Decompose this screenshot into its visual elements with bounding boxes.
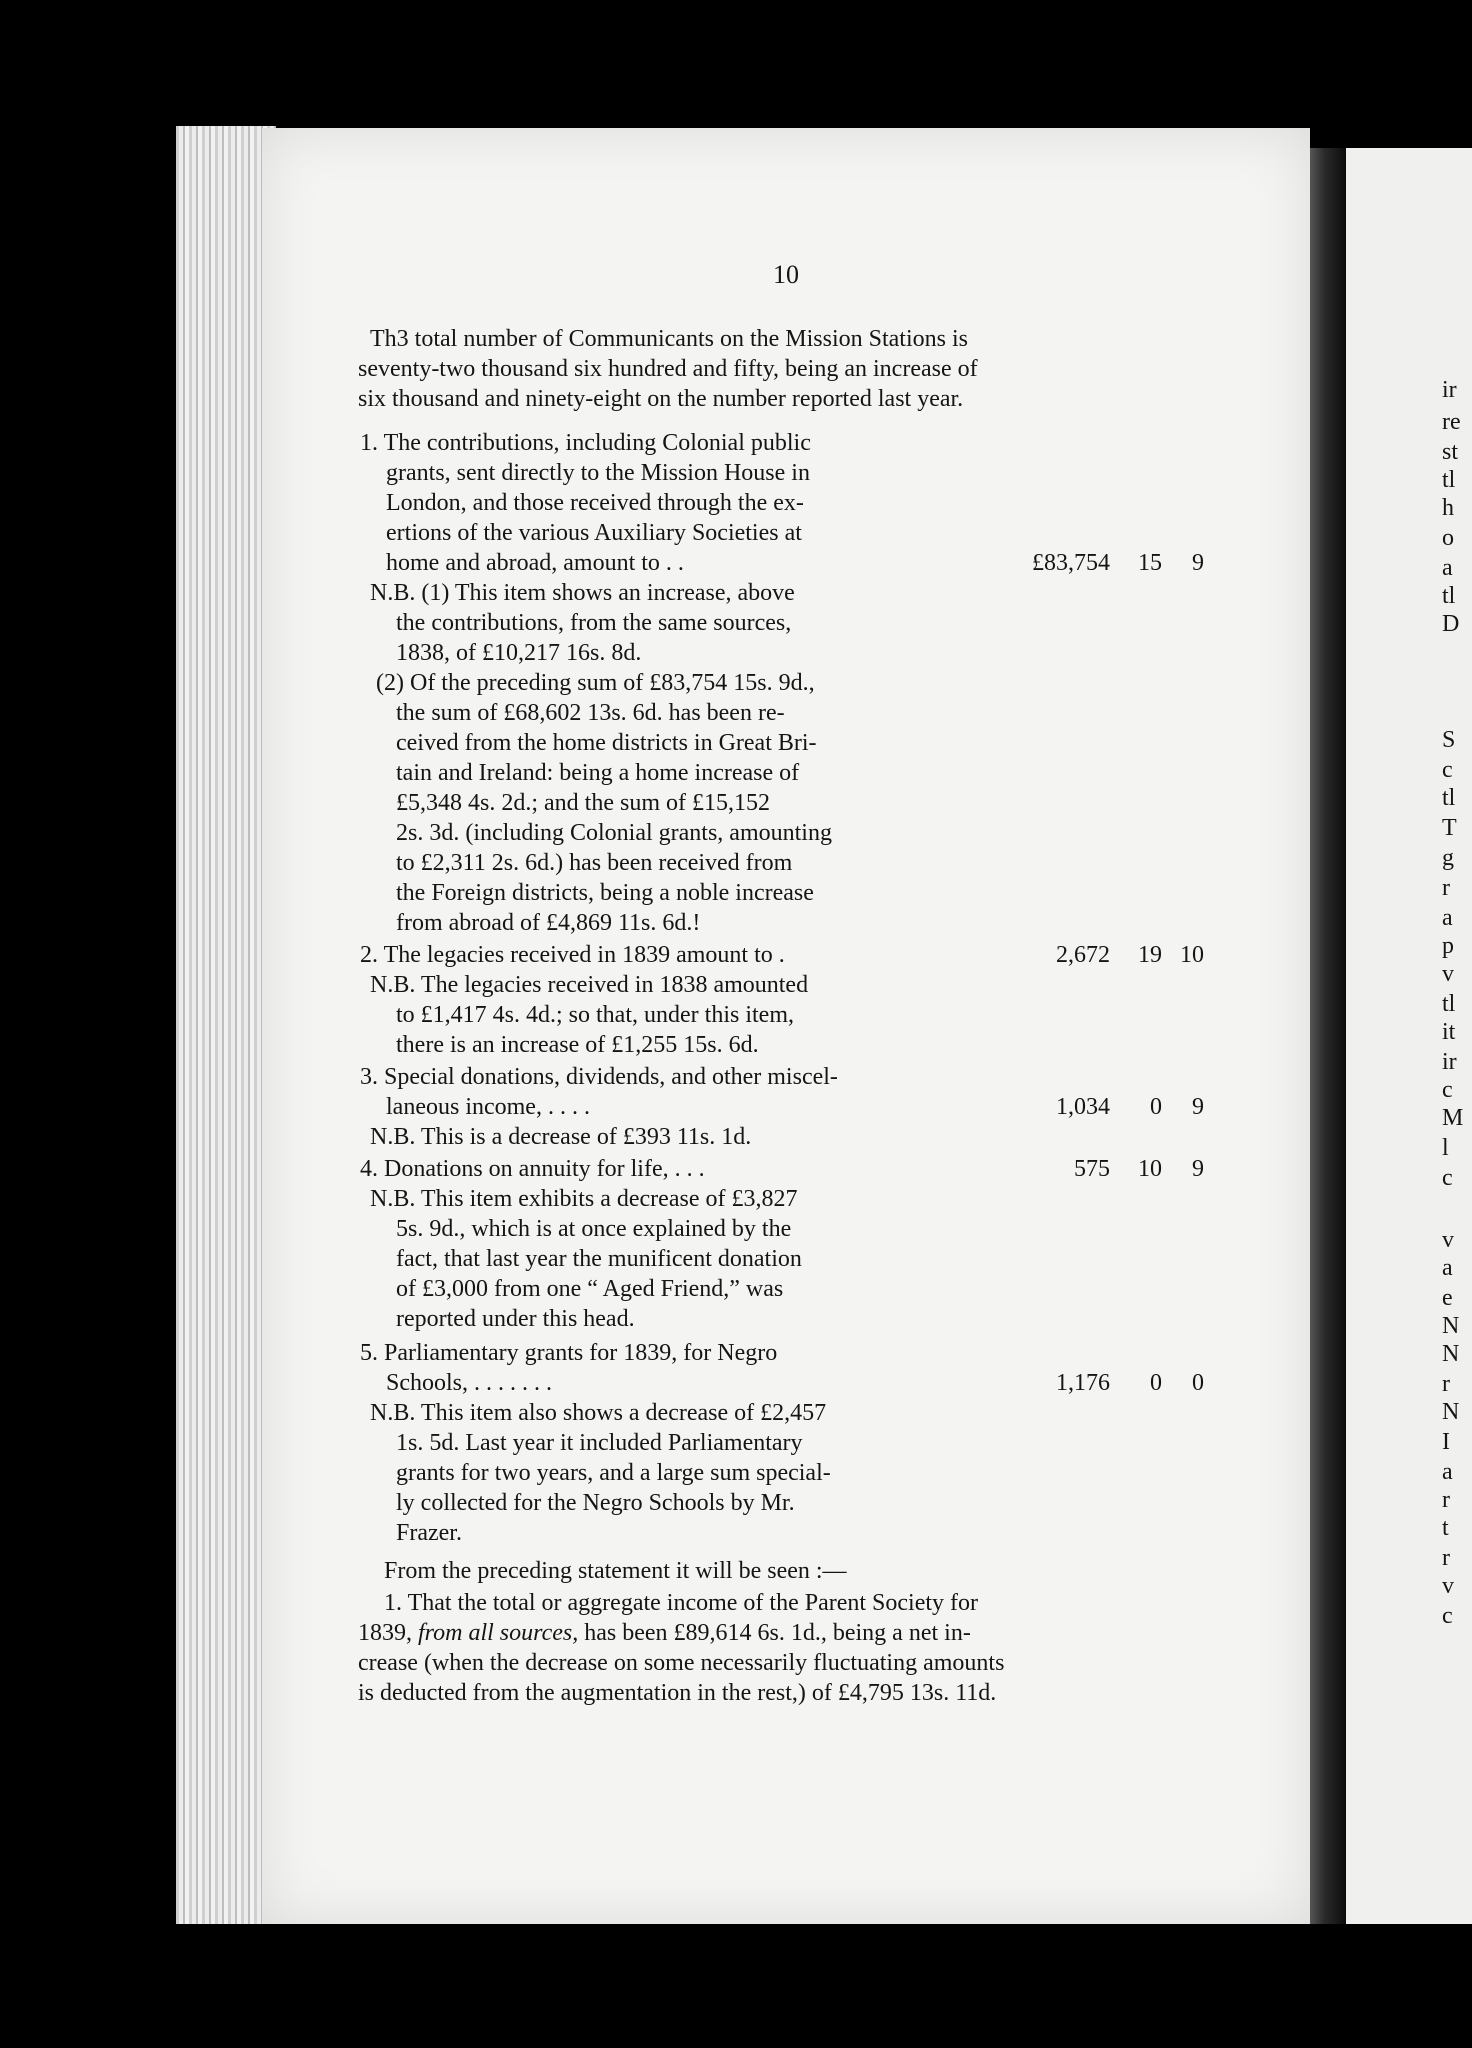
amount-shillings: 10 [1138, 1156, 1162, 1182]
intro-line: six thousand and ninety-eight on the number reported last year. [358, 386, 964, 412]
note-line: tain and Ireland: being a home increase of [396, 760, 800, 786]
conclusion-line: 1. That the total or aggregate income of the Parent Society for [384, 1590, 979, 1616]
page-number: 10 [773, 260, 799, 289]
conclusion-text: 1839, [358, 1620, 418, 1646]
facing-page-fragment: r [1442, 1371, 1450, 1397]
facing-page-fragment: st [1442, 439, 1459, 465]
facing-page-fragment: tl [1442, 785, 1456, 811]
amount-pounds: 1,034 [1056, 1094, 1110, 1120]
facing-page-fragment: r [1442, 1487, 1450, 1513]
facing-page-fragment: ir [1442, 377, 1457, 403]
amount-pence: 9 [1192, 1156, 1204, 1182]
facing-page-fragment: c [1442, 1077, 1453, 1103]
facing-page-fragment: S [1442, 727, 1456, 753]
note-line: Frazer. [396, 1520, 462, 1546]
conclusion-heading: From the preceding statement it will be seen :— [384, 1558, 847, 1584]
facing-page-fragment: r [1442, 875, 1450, 901]
facing-page-fragment: tl [1442, 991, 1456, 1017]
facing-page-fragment: tl [1442, 467, 1456, 493]
note-line: N.B. This is a decrease of £393 11s. 1d. [370, 1124, 752, 1150]
facing-page-fragment: l [1442, 1135, 1449, 1161]
conclusion-text: has been £89,614 6s. 1d., being a net in- [578, 1620, 971, 1646]
facing-page-fragment: p [1442, 933, 1454, 959]
facing-page-fragment: T [1442, 815, 1457, 841]
conclusion-line [358, 1618, 971, 1648]
amount-pence: 9 [1192, 550, 1204, 576]
item-line: ertions of the various Auxiliary Societies at [386, 520, 802, 546]
item-line: 2. The legacies received in 1839 amount to . [360, 942, 785, 968]
amount-shillings: 15 [1138, 550, 1162, 576]
note-line: to £1,417 4s. 4d.; so that, under this item, [396, 1002, 794, 1028]
note-line: 5s. 9d., which is at once explained by the [396, 1216, 792, 1242]
facing-page-fragment: D [1442, 611, 1460, 637]
facing-page-fragment: M [1442, 1105, 1464, 1131]
facing-page-fragment: a [1442, 555, 1453, 581]
intro-line: Th3 total number of Communicants on the Mission Stations is [370, 326, 968, 352]
facing-page-fragment: g [1442, 845, 1454, 871]
item-line: home and abroad, amount to . . [386, 550, 684, 576]
amount-shillings: 19 [1138, 942, 1162, 968]
facing-page-fragment: v [1442, 1573, 1454, 1599]
page-edges [176, 126, 276, 1924]
amount-pounds: £83,754 [1032, 550, 1110, 576]
facing-page-fragment: r [1442, 1545, 1450, 1571]
amount-pence: 0 [1192, 1370, 1204, 1396]
facing-page-fragment: I [1442, 1429, 1450, 1455]
facing-page-fragment: re [1442, 409, 1461, 435]
book-spine [1310, 148, 1346, 1924]
item-line: grants, sent directly to the Mission House in [386, 460, 810, 486]
facing-page-fragment: N [1442, 1313, 1460, 1339]
note-line: ly collected for the Negro Schools by Mr. [396, 1490, 795, 1516]
facing-page-fragment: ir [1442, 1049, 1457, 1075]
facing-page-fragment: a [1442, 1255, 1453, 1281]
item-line: Schools, . . . . . . . [386, 1370, 553, 1396]
item-line: London, and those received through the ex- [386, 490, 804, 516]
facing-page-fragment: o [1442, 525, 1454, 551]
facing-page-fragment: tl [1442, 583, 1456, 609]
item-line: 5. Parliamentary grants for 1839, for Negro [360, 1340, 778, 1366]
item-line: 4. Donations on annuity for life, . . . [360, 1156, 705, 1182]
book-page [262, 128, 1310, 1924]
item-line: laneous income, . . . . [386, 1094, 590, 1120]
amount-shillings: 0 [1150, 1370, 1162, 1396]
note-line: (2) Of the preceding sum of £83,754 15s. 9d., [376, 670, 815, 696]
note-line: the contributions, from the same sources, [396, 610, 792, 636]
facing-page-fragment: v [1442, 1227, 1454, 1253]
facing-page-fragment: c [1442, 1165, 1453, 1191]
note-line: grants for two years, and a large sum special- [396, 1460, 831, 1486]
facing-page-fragment: e [1442, 1285, 1453, 1311]
note-line: reported under this head. [396, 1306, 635, 1332]
conclusion-line: is deducted from the augmentation in the rest,) of £4,795 13s. 11d. [358, 1680, 997, 1706]
amount-pence: 9 [1192, 1094, 1204, 1120]
conclusion-line: crease (when the decrease on some necessarily fluctuating amounts [358, 1650, 1005, 1676]
note-line: there is an increase of £1,255 15s. 6d. [396, 1032, 759, 1058]
facing-page-fragment: a [1442, 905, 1453, 931]
amount-pounds: 1,176 [1056, 1370, 1110, 1396]
note-line: fact, that last year the munificent donation [396, 1246, 802, 1272]
facing-page-fragment: v [1442, 961, 1454, 987]
facing-page-fragment: a [1442, 1459, 1453, 1485]
note-line: N.B. The legacies received in 1838 amounted [370, 972, 809, 998]
note-line: of £3,000 from one “ Aged Friend,” was [396, 1276, 784, 1302]
facing-page-fragment: t [1442, 1515, 1449, 1541]
amount-shillings: 0 [1150, 1094, 1162, 1120]
facing-page-fragment: N [1442, 1341, 1460, 1367]
note-line: to £2,311 2s. 6d.) has been received from [396, 850, 793, 876]
item-line: 3. Special donations, dividends, and other miscel- [360, 1064, 838, 1090]
note-line: N.B. (1) This item shows an increase, above [370, 580, 795, 606]
note-line: N.B. This item also shows a decrease of £2,457 [370, 1400, 827, 1426]
facing-page-fragment: c [1442, 757, 1453, 783]
note-line: the Foreign districts, being a noble increase [396, 880, 814, 906]
note-line: £5,348 4s. 2d.; and the sum of £15,152 [396, 790, 770, 816]
facing-page-fragment: h [1442, 495, 1454, 521]
item-line: 1. The contributions, including Colonial public [360, 430, 811, 456]
note-line: N.B. This item exhibits a decrease of £3,827 [370, 1186, 798, 1212]
amount-pounds: 2,672 [1056, 942, 1110, 968]
amount-pence: 10 [1180, 942, 1204, 968]
note-line: from abroad of £4,869 11s. 6d.! [396, 910, 701, 936]
note-line: ceived from the home districts in Great Bri- [396, 730, 817, 756]
intro-line: seventy-two thousand six hundred and fifty, being an increase of [358, 356, 978, 382]
amount-pounds: 575 [1074, 1156, 1110, 1182]
note-line: the sum of £68,602 13s. 6d. has been re- [396, 700, 785, 726]
note-line: 1838, of £10,217 16s. 8d. [396, 640, 642, 666]
note-line: 2s. 3d. (including Colonial grants, amounting [396, 820, 832, 846]
conclusion-italic: from all sources, [418, 1620, 579, 1646]
facing-page-fragment: N [1442, 1399, 1460, 1425]
facing-page-fragment: c [1442, 1603, 1453, 1629]
facing-page-fragment: it [1442, 1019, 1456, 1045]
note-line: 1s. 5d. Last year it included Parliamentary [396, 1430, 803, 1456]
